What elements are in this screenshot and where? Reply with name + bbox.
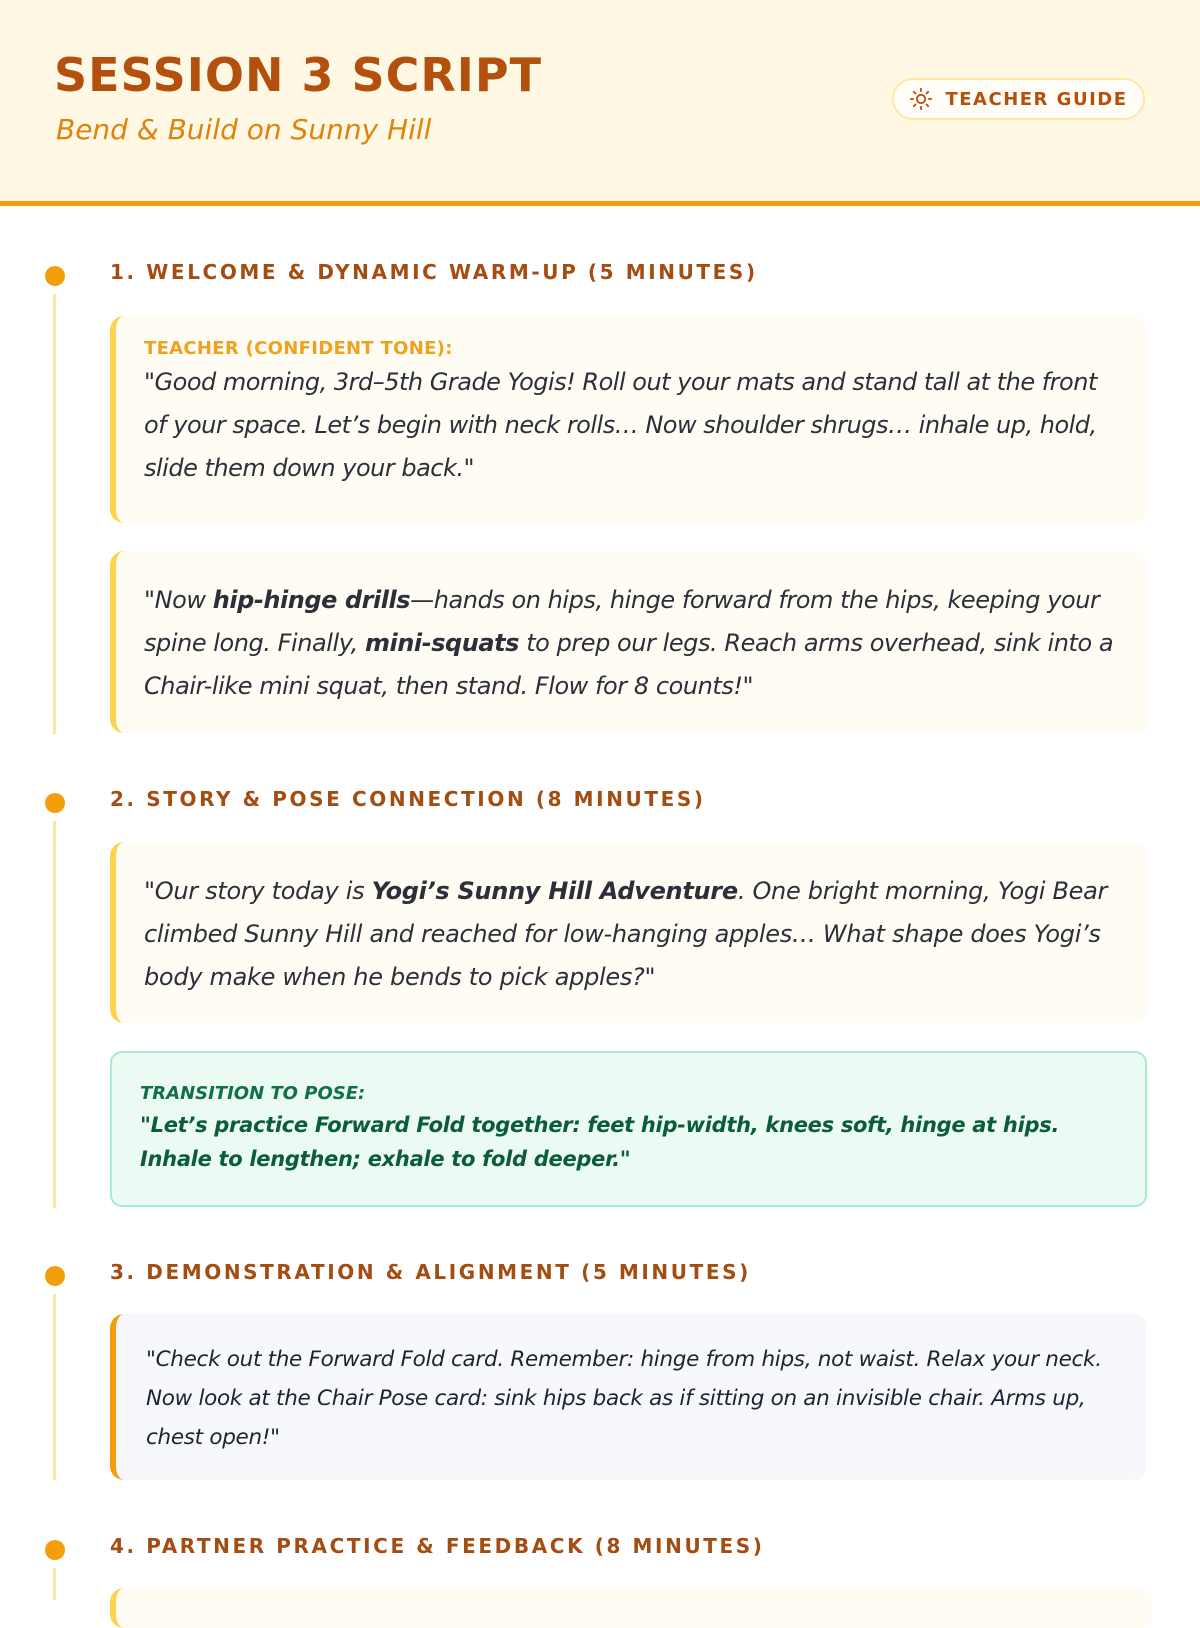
transition-label: TRANSITION TO POSE: — [140, 1083, 366, 1104]
section-title: 4. PARTNER PRACTICE & FEEDBACK (8 MINUTES) — [110, 1534, 765, 1558]
script-quote: "Our story today is Yogi’s Sunny Hill Adventure. One bright morning, Yogi Bear climbed Sunny Hill and reached for low-hanging apples… What shape does Yogi’s body make when he bends to pick apples?" — [144, 877, 1108, 991]
emphasis-text: hip-hinge drills — [212, 586, 411, 614]
demonstration-card — [110, 1314, 1147, 1480]
section-title: 2. STORY & POSE CONNECTION (8 MINUTES) — [110, 787, 706, 811]
script-card — [110, 316, 1147, 523]
timeline-line — [53, 1568, 56, 1600]
script-quote: "Check out the Forward Fold card. Remember: hinge from hips, not waist. Relax your neck. Now look at the Chair Pose card: sink hips back as if sitting on an invisible chair. Arms up, chest open!" — [146, 1347, 1102, 1450]
timeline-dot — [45, 1266, 65, 1286]
transition-callout — [110, 1051, 1147, 1207]
page-header — [0, 0, 1200, 206]
script-card — [110, 1588, 1153, 1628]
timeline-line — [53, 1294, 56, 1480]
emphasis-text: Yogi’s Sunny Hill Adventure — [371, 877, 738, 905]
transition-text: "Let’s practice Forward Fold together: feet hip-width, knees soft, hinge at hips. Inhale to lengthen; exhale to fold deeper." — [140, 1113, 1060, 1171]
teacher-guide-label: TEACHER GUIDE — [945, 88, 1128, 110]
timeline-line — [53, 821, 56, 1208]
section-title: 1. WELCOME & DYNAMIC WARM-UP (5 MINUTES) — [110, 260, 758, 284]
emphasis-text: mini-squats — [364, 629, 520, 657]
page-title: SESSION 3 SCRIPT — [54, 48, 543, 102]
script-card — [110, 551, 1147, 733]
section-title: 3. DEMONSTRATION & ALIGNMENT (5 MINUTES) — [110, 1260, 751, 1284]
timeline-dot — [45, 266, 65, 286]
timeline-dot — [45, 793, 65, 813]
teacher-guide-button[interactable] — [892, 78, 1145, 120]
script-card — [110, 842, 1147, 1023]
script-quote: "Good morning, 3rd–5th Grade Yogis! Roll out your mats and stand tall at the front of your space. Let’s begin with neck rolls… Now shoulder shrugs… inhale up, hold, slide them down your back." — [144, 368, 1097, 482]
timeline-line — [53, 294, 56, 734]
sun-icon — [909, 87, 933, 111]
timeline-dot — [45, 1540, 65, 1560]
page-subtitle: Bend & Build on Sunny Hill — [56, 113, 432, 146]
script-quote: "Now hip-hinge drills—hands on hips, hinge forward from the hips, keeping your spine long. Finally, mini-squats to prep our legs. Reach arms overhead, sink into a Chair-like mini squat, then stand. Flow for 8 counts!" — [144, 586, 1114, 700]
speaker-label: TEACHER (CONFIDENT TONE): — [144, 338, 453, 359]
